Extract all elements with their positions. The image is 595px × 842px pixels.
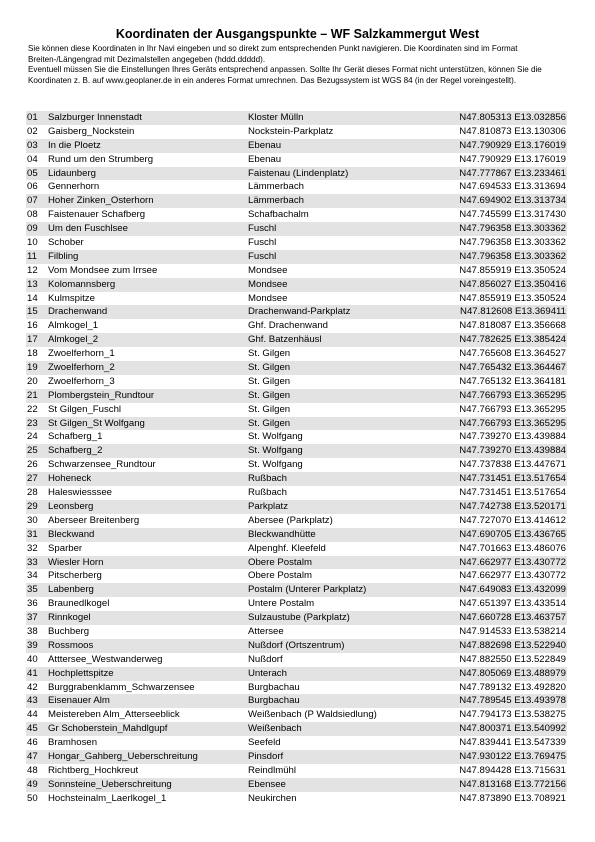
coordinates: N47.694533 E13.313694 [459,181,566,193]
coordinates: N47.794173 E13.538275 [459,709,566,721]
starting-place: Untere Postalm [248,598,315,610]
starting-place: Fuschl [248,237,277,249]
coordinates: N47.651397 E13.433514 [459,598,566,610]
coordinates: N47.800371 E13.540992 [459,723,566,735]
starting-place: St. Gilgen [248,417,291,429]
table-row [26,528,567,542]
coordinates: N47.660728 E13.463757 [459,612,566,624]
table-row [26,236,567,250]
starting-place: Nußdorf (Ortszentrum) [248,639,345,651]
row-number: 33 [27,556,38,568]
row-number: 16 [27,320,38,332]
table-row [26,514,567,528]
tour-name: Rund um den Strumberg [48,153,154,165]
starting-place: Lämmerbach [248,181,304,193]
row-number: 36 [27,598,38,610]
coordinates: N47.727070 E13.414612 [459,514,566,526]
coordinates: N47.742738 E13.520171 [459,500,566,512]
starting-place: Ebensee [248,778,286,790]
table-row [26,167,567,181]
row-number: 34 [27,570,38,582]
starting-place: Mondsee [248,264,288,276]
table-row [26,111,567,125]
tour-name: Kulmspitze [48,292,95,304]
table-row [26,778,567,792]
starting-place: St. Gilgen [248,348,291,360]
coordinates: N47.745599 E13.317430 [459,209,566,221]
row-number: 27 [27,473,38,485]
tour-name: Faistenauer Schafberg [48,209,146,221]
coordinates: N47.812608 E13.369411 [460,306,566,318]
starting-place: St. Gilgen [248,362,291,374]
starting-place: Bleckwandhütte [248,528,316,540]
starting-place: Ebenau [248,153,282,165]
row-number: 05 [27,167,38,179]
table-row [26,722,567,736]
table-row [26,278,567,292]
starting-place: Nußdorf [248,653,283,665]
starting-place: Nockstein-Parkplatz [248,125,334,137]
starting-place: Ghf. Drachenwand [248,320,328,332]
tour-name: Schafberg_1 [48,431,103,443]
row-number: 17 [27,334,38,346]
table-row [26,653,567,667]
table-row [26,139,567,153]
table-row [26,694,567,708]
coordinates: N47.737838 E13.447671 [459,459,566,471]
tour-name: Hoheneck [48,473,92,485]
table-row [26,347,567,361]
tour-name: Gennerhorn [48,181,100,193]
tour-name: Lidaunberg [48,167,97,179]
coordinates: N47.789132 E13.492820 [459,681,566,693]
tour-name: Zwoelferhorn_3 [48,375,115,387]
table-row [26,458,567,472]
tour-name: Schober [48,237,84,249]
table-row [26,542,567,556]
starting-place: Rußbach [248,473,287,485]
coordinates: N47.662977 E13.430772 [459,570,566,582]
table-row [26,556,567,570]
tour-name: Hoher Zinken_Osterhorn [48,195,154,207]
row-number: 08 [27,209,38,221]
row-number: 35 [27,584,38,596]
row-number: 25 [27,445,38,457]
tour-name: Haleswiesssee [48,487,112,499]
starting-place: Burgbachau [248,681,300,693]
starting-place: Obere Postalm [248,570,312,582]
starting-place: St. Wolfgang [248,445,303,457]
tour-name: Sonnsteine_Ueberschreitung [48,778,172,790]
coordinates: N47.873890 E13.708921 [459,792,566,804]
starting-place: Seefeld [248,737,281,749]
coordinates: N47.882698 E13.522940 [459,639,566,651]
starting-place: Burgbachau [248,695,300,707]
starting-place: Schafbachalm [248,209,309,221]
table-row [26,375,567,389]
row-number: 38 [27,625,38,637]
tour-name: Drachenwand [48,306,108,318]
starting-place: Abersee (Parkplatz) [248,514,333,526]
table-row [26,569,567,583]
coordinates: N47.690705 E13.436765 [459,528,566,540]
table-row [26,222,567,236]
tour-name: Atttersee_Westwanderweg [48,653,163,665]
row-number: 20 [27,375,38,387]
starting-place: Lämmerbach [248,195,304,207]
row-number: 24 [27,431,38,443]
tour-name: Gaisberg_Nockstein [48,125,135,137]
tour-name: Kolomannsberg [48,278,116,290]
table-row [26,125,567,139]
starting-place: Pinsdorf [248,750,284,762]
coordinates: N47.856027 E13.350416 [459,278,566,290]
row-number: 43 [27,695,38,707]
coordinates: N47.790929 E13.176019 [459,153,566,165]
coordinates: N47.739270 E13.439884 [459,431,566,443]
table-row [26,305,567,319]
tour-name: Richtberg_Hochkreut [48,764,139,776]
coordinates: N47.766793 E13.365295 [459,417,566,429]
tour-name: Schwarzensee_Rundtour [48,459,156,471]
table-row [26,361,567,375]
row-number: 32 [27,542,38,554]
row-number: 50 [27,792,38,804]
row-number: 41 [27,667,38,679]
table-row [26,681,567,695]
row-number: 28 [27,487,38,499]
table-row [26,250,567,264]
tour-name: Um den Fuschlsee [48,223,128,235]
row-number: 42 [27,681,38,693]
tour-name: Leonsberg [48,500,94,512]
coordinates: N47.731451 E13.517654 [459,487,566,499]
coordinates: N47.839441 E13.547339 [459,737,566,749]
coordinates: N47.694902 E13.313734 [459,195,566,207]
starting-place: Obere Postalm [248,556,312,568]
row-number: 23 [27,417,38,429]
tour-name: Burggrabenklamm_Schwarzensee [48,681,195,693]
table-row [26,736,567,750]
table-row [26,417,567,431]
table-row [26,180,567,194]
starting-place: Weißenbach (P Waldsiedlung) [248,709,377,721]
tour-name: Schafberg_2 [48,445,103,457]
row-number: 07 [27,195,38,207]
row-number: 06 [27,181,38,193]
starting-place: Rußbach [248,487,287,499]
coordinates: N47.894428 E13.715631 [459,764,566,776]
coordinates: N47.765432 E13.364467 [459,362,566,374]
coordinates: N47.649083 E13.432099 [459,584,566,596]
row-number: 48 [27,764,38,776]
coordinates: N47.789545 E13.493978 [459,695,566,707]
starting-place: St. Wolfgang [248,431,303,443]
coordinates: N47.777867 E13.233461 [459,167,566,179]
row-number: 01 [27,112,38,123]
tour-name: Hochplettspitze [48,667,114,679]
row-number: 46 [27,737,38,749]
table-row [26,708,567,722]
table-row [26,625,567,639]
table-row [26,194,567,208]
page-title: Koordinaten der Ausgangspunkte – WF Salzkammergut West [115,27,480,41]
row-number: 37 [27,612,38,624]
starting-place: Drachenwand-Parkplatz [248,306,351,318]
table-row [26,333,567,347]
coordinates: N47.855919 E13.350524 [459,264,566,276]
tour-name: Bleckwand [48,528,95,540]
starting-place: Neukirchen [248,792,297,804]
coordinates: N47.818087 E13.356668 [459,320,566,332]
row-number: 11 [27,250,37,262]
table-row [26,292,567,306]
table-row [26,639,567,653]
tour-name: Hongar_Gahberg_Ueberschreitung [48,750,198,762]
table-row [26,389,567,403]
tour-name: Pitscherberg [48,570,102,582]
table-row [26,319,567,333]
row-number: 12 [27,264,38,276]
row-number: 22 [27,403,38,415]
coordinates: N47.701663 E13.486076 [459,542,566,554]
coordinates: N47.813168 E13.772156 [459,778,566,790]
tour-name: Almkogel_2 [48,334,99,346]
row-number: 44 [27,709,38,721]
tour-name: Aberseer Breitenberg [48,514,140,526]
table-row [26,403,567,417]
row-number: 18 [27,348,38,360]
table-row [26,500,567,514]
tour-name: Almkogel_1 [48,320,99,332]
coordinates: N47.766793 E13.365295 [459,403,566,415]
tour-name: Rinnkogel [48,612,91,624]
row-number: 30 [27,514,38,526]
starting-place: Attersee [248,625,284,637]
coordinates: N47.855919 E13.350524 [459,292,566,304]
table-row [26,208,567,222]
coordinates: N47.882550 E13.522849 [459,653,566,665]
coordinates: N47.739270 E13.439884 [459,445,566,457]
tour-name: Hochsteinalm_Laerlkogel_1 [48,792,167,804]
starting-place: Alpenghf. Kleefeld [248,542,326,554]
intro-paragraph-navi: Sie können diese Koordinaten in Ihr Navi eingeben und so direkt zum entsprechenden Punkt navigieren. Die Koordinaten sind im Format Breiten-/Längengrad mit Dezimalstellen angegeben (hddd.ddddd). [28,44,518,64]
row-number: 09 [27,223,38,235]
starting-place: Weißenbach [248,723,302,735]
tour-name: Gr Schoberstein_Mahdlgupf [48,723,168,735]
tour-name: Plombergstein_Rundtour [48,389,155,401]
tour-name: Wiesler Horn [48,556,104,568]
starting-place: Kloster Mülln [248,112,304,123]
table-row [26,764,567,778]
coordinates: N47.796358 E13.303362 [459,237,566,249]
starting-place: St. Wolfgang [248,459,303,471]
starting-place: Fuschl [248,223,277,235]
row-number: 40 [27,653,38,665]
coordinates: N47.731451 E13.517654 [459,473,566,485]
tour-name: Sparber [48,542,83,554]
table-row [26,444,567,458]
row-number: 39 [27,639,38,651]
row-number: 21 [27,389,38,401]
table-row [26,667,567,681]
tour-name: Labenberg [48,584,94,596]
starting-place: St. Gilgen [248,389,291,401]
row-number: 45 [27,723,38,735]
coordinates: N47.810873 E13.130306 [459,125,566,137]
coordinates: N47.662977 E13.430772 [459,556,566,568]
row-number: 13 [27,278,38,290]
tour-name: Salzburger Innenstadt [48,112,142,123]
tour-name: Zwoelferhorn_2 [48,362,115,374]
tour-name: In die Ploetz [48,139,101,151]
starting-place: Mondsee [248,278,288,290]
starting-place: Postalm (Unterer Parkplatz) [248,584,367,596]
coordinates: N47.782625 E13.385424 [459,334,566,346]
row-number: 14 [27,292,38,304]
table-row [26,430,567,444]
starting-place: Unterach [248,667,287,679]
tour-name: Buchberg [48,625,90,637]
coordinates: N47.765608 E13.364527 [459,348,566,360]
coordinates: N47.805069 E13.488979 [459,667,566,679]
coordinates: N47.914533 E13.538214 [459,625,566,637]
row-number: 49 [27,778,38,790]
row-number: 15 [27,306,38,318]
table-row [26,792,567,806]
starting-place: St. Gilgen [248,375,291,387]
row-number: 10 [27,237,38,249]
coordinates: N47.765132 E13.364181 [459,375,566,387]
tour-name: Rossmoos [48,639,94,651]
table-row [26,153,567,167]
table-row [26,472,567,486]
starting-place: Reindlmühl [248,764,296,776]
row-number: 29 [27,500,38,512]
coordinates: N47.796358 E13.303362 [459,250,566,262]
tour-name: Braunedlkogel [48,598,110,610]
row-number: 03 [27,139,38,151]
starting-place: Parkplatz [248,500,288,512]
starting-place: Ebenau [248,139,282,151]
table-row [26,583,567,597]
row-number: 31 [27,528,38,540]
coordinates: N47.790929 E13.176019 [459,139,566,151]
table-row [26,264,567,278]
row-number: 19 [27,362,38,374]
table-row [26,611,567,625]
tour-name: St Gilgen_St Wolfgang [48,417,145,429]
starting-place: Fuschl [248,250,277,262]
row-number: 02 [27,125,38,137]
table-row [26,597,567,611]
row-number: 26 [27,459,38,471]
coordinates: N47.766793 E13.365295 [459,389,566,401]
tour-name: Meistereben Alm_Atterseeblick [48,709,180,721]
starting-place: Mondsee [248,292,288,304]
tour-name: Eisenauer Alm [48,695,110,707]
tour-name: St Gilgen_Fuschl [48,403,122,415]
table-row [26,750,567,764]
intro-text [28,44,573,86]
coordinates-table [26,111,567,806]
tour-name: Vom Mondsee zum Irrsee [48,264,158,276]
starting-place: Ghf. Batzenhäusl [248,334,322,346]
tour-name: Bramhosen [48,737,98,749]
tour-name: Zwoelferhorn_1 [48,348,115,360]
row-number: 47 [27,750,38,762]
intro-paragraph-settings: Eventuell müssen Sie die Einstellungen Ihres Geräts entsprechend anpassen. Sollte Ihr Gerät dieses Format nicht unterstützen, können Sie die Koordinaten z. B. auf www.geoplaner.de in ein anderes Format umrechnen. Das Bezugssystem ist WGS 84 (in der Regel voreingestellt). [28,65,542,85]
starting-place: St. Gilgen [248,403,291,415]
coordinates: N47.930122 E13.769475 [459,750,566,762]
starting-place: Sulzaustube (Parkplatz) [248,612,350,624]
tour-name: Filbling [48,250,79,262]
row-number: 04 [27,153,38,165]
starting-place: Faistenau (Lindenplatz) [248,167,349,179]
table-row [26,486,567,500]
coordinates: N47.796358 E13.303362 [459,223,566,235]
coordinates: N47.805313 E13.032856 [459,112,566,123]
